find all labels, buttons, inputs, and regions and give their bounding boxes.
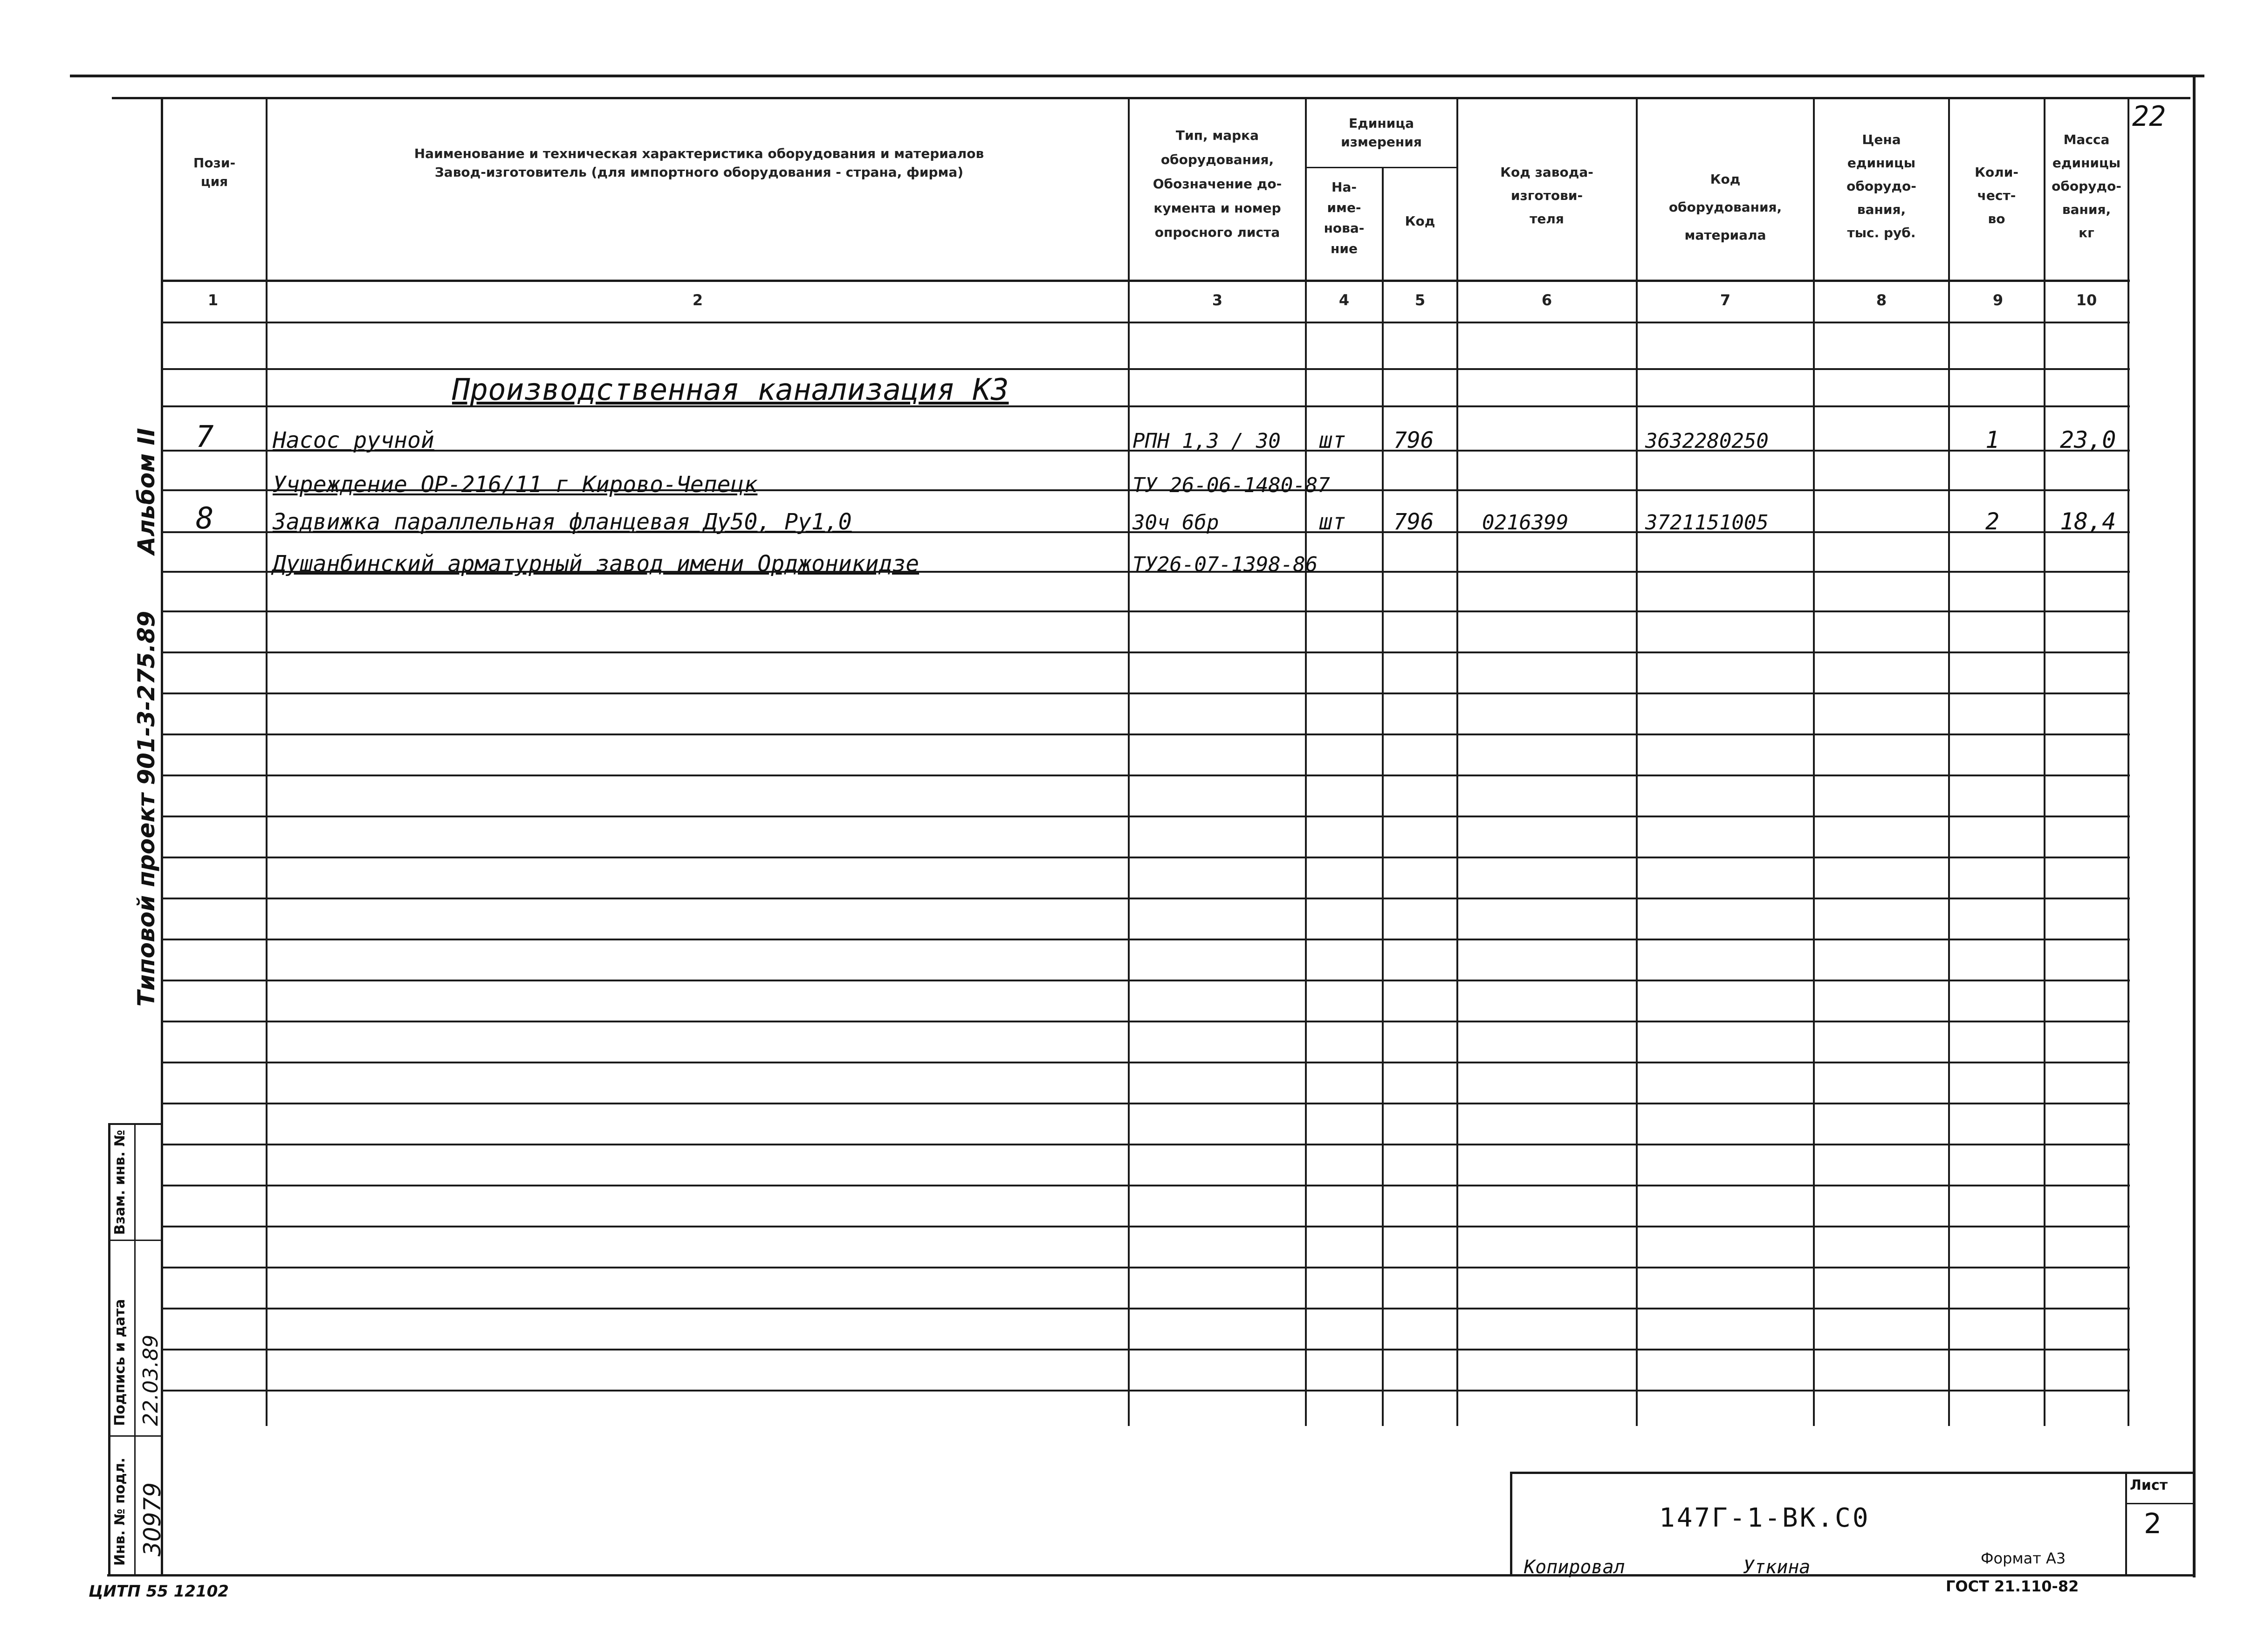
side-album-text: Альбом II (133, 428, 160, 555)
header-unit-name: На- име- нова- ние (1324, 179, 1365, 256)
stamp-label-signature: Подпись и дата (112, 1299, 128, 1426)
titleblock-sheet-divider (2125, 1472, 2127, 1575)
row-line (161, 1103, 2130, 1104)
stamp-line-2 (108, 1435, 163, 1437)
page-number: 22 (2132, 100, 2166, 133)
column-number: 7 (1720, 291, 1731, 309)
kopiroval-label: Копировал (1524, 1556, 1625, 1578)
row-line (161, 980, 2130, 981)
stamp-left-border (108, 1123, 110, 1575)
row-line (161, 1185, 2130, 1186)
stamp-label-inv: Инв. № подл. (112, 1457, 128, 1566)
row-line (161, 1267, 2130, 1268)
stamp-date: 22.03.89 (139, 1335, 163, 1426)
header-bottom-line (161, 280, 2130, 282)
header-quantity: Коли- чест- во (1975, 165, 2018, 226)
row-line (161, 1308, 2130, 1309)
stamp-label-vzam: Взам. инв. № (112, 1130, 128, 1235)
column-number: 2 (692, 291, 703, 309)
column-number: 4 (1338, 291, 1350, 309)
header-type: Тип, марка оборудования, Обозначение до- кумента и номер опросного листа (1153, 128, 1282, 240)
row-type: РПН 1,3 / 30 (1132, 429, 1281, 453)
header-name: Наименование и техническая характеристика оборудования и материалов Завод-изготовитель (для импортного оборудования - страна, фирма) (414, 146, 984, 180)
row-unit: шт (1319, 427, 1346, 453)
unit-subheader-line (1305, 167, 1456, 168)
titleblock-sheet-line (2125, 1503, 2195, 1504)
row-factory: 0216399 (1482, 511, 1569, 535)
gost-label: ГОСТ 21.110-82 (1946, 1577, 2079, 1595)
titleblock-top (1510, 1472, 2195, 1474)
row-pos: 7 (196, 420, 214, 454)
header-price: Цена единицы оборудо- вания, тыс. руб. (1846, 132, 1916, 240)
row-line (161, 898, 2130, 899)
row-line (161, 1021, 2130, 1022)
column-number: 3 (1212, 291, 1223, 309)
row-name: Задвижка параллельная фланцевая Ду50, Ру1,0 (273, 509, 852, 535)
right-border (2193, 77, 2196, 1577)
stamp-line-top (108, 1123, 163, 1125)
header-mass: Масса единицы оборудо- вания, кг (2052, 132, 2121, 240)
numbers-bottom-line (161, 322, 2130, 323)
document-code: 147Г-1-ВК.С0 (1659, 1503, 1870, 1533)
header-factory-code: Код завода- изготови- теля (1500, 165, 1593, 226)
top-border (70, 75, 2204, 77)
row-line (161, 651, 2130, 653)
column-number: 6 (1541, 291, 1552, 309)
column-number: 10 (2076, 291, 2097, 309)
row-line (161, 368, 2130, 370)
row-name: Душанбинский арматурный завод имени Орджоникидзе (273, 551, 920, 577)
bottom-border (107, 1574, 2195, 1577)
row-line (161, 1390, 2130, 1392)
printer-mark: ЦИТП 55 12102 (89, 1582, 229, 1601)
column-number: 5 (1414, 291, 1426, 309)
sheet-number: 2 (2144, 1508, 2162, 1540)
row-name: Учреждение ОР-216/11 г Кирово-Чепецк (273, 472, 758, 498)
row-mass: 23,0 (2060, 426, 2116, 453)
column-number: 9 (1992, 291, 2004, 309)
stamp-inv-number: 30979 (139, 1482, 166, 1556)
stamp-mid-line (134, 1123, 136, 1575)
stamp-line-1 (108, 1240, 163, 1241)
row-qty: 2 (1985, 508, 2000, 535)
row-code: 796 (1393, 427, 1434, 453)
row-line (161, 816, 2130, 817)
row-line (161, 692, 2130, 694)
row-qty: 1 (1985, 426, 2000, 453)
header-equipment-code: Код оборудования, материала (1668, 171, 1782, 243)
copier-name: Уткина (1743, 1556, 1811, 1578)
row-pos: 8 (196, 501, 214, 536)
col-line-4 (1382, 168, 1384, 1426)
sheet-label: Лист (2130, 1477, 2168, 1494)
row-line (161, 857, 2130, 858)
side-project-text: Типовой проект 901-3-275.89 (133, 611, 160, 1007)
section-title: Производственная канализация К3 (452, 373, 1009, 407)
row-line (161, 610, 2130, 612)
column-number: 1 (207, 291, 219, 309)
row-line (161, 939, 2130, 940)
row-type: 30ч 6бр (1132, 511, 1219, 535)
row-unit: шт (1319, 509, 1346, 535)
row-line (161, 1062, 2130, 1063)
table-top-line (112, 97, 2190, 99)
row-line (161, 1349, 2130, 1350)
row-line (161, 1144, 2130, 1145)
row-line (161, 775, 2130, 776)
header-unit-code: Код (1405, 213, 1435, 229)
titleblock-left (1510, 1472, 1512, 1575)
row-line (161, 1226, 2130, 1227)
header-unit: Единица измерения (1341, 116, 1422, 150)
row-code: 796 (1393, 509, 1434, 535)
row-equip: 3721151005 (1645, 511, 1769, 535)
row-type: ТУ 26-06-1480-87 (1132, 473, 1330, 497)
row-type: ТУ26-07-1398-86 (1132, 553, 1318, 576)
header-position: Пози- ция (193, 155, 236, 189)
row-line (161, 733, 2130, 735)
row-equip: 3632280250 (1645, 429, 1769, 453)
row-mass: 18,4 (2060, 508, 2116, 535)
row-name: Насос ручной (273, 427, 434, 453)
format-label: Формат А3 (1981, 1549, 2066, 1567)
column-number: 8 (1876, 291, 1887, 309)
